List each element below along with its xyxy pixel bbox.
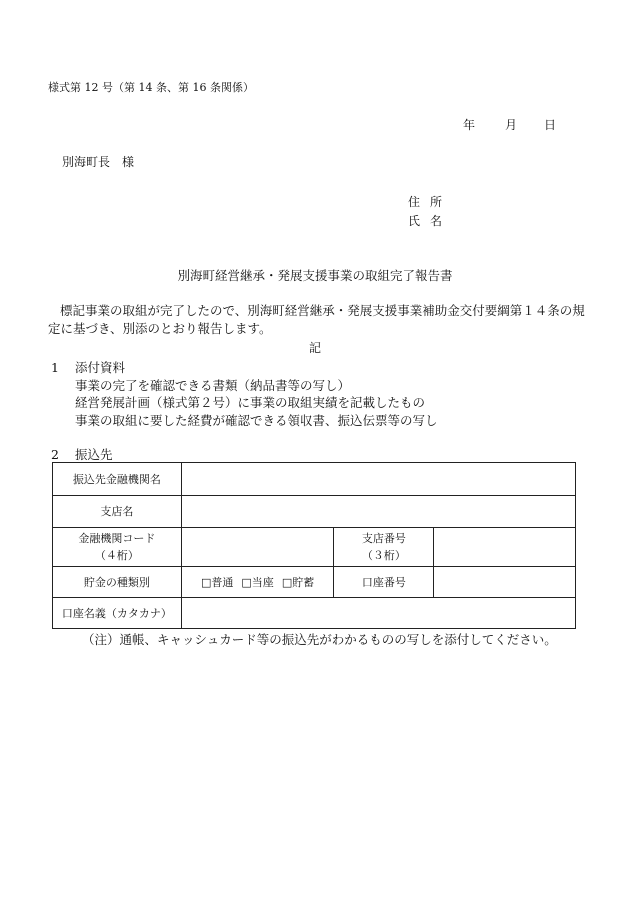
- table-row: [53, 463, 576, 496]
- account-no-field[interactable]: [434, 567, 576, 598]
- section-transfer-heading: [51, 445, 113, 463]
- applicant-address-label: [408, 193, 452, 210]
- table-row: [53, 567, 576, 598]
- branch-name-field[interactable]: [181, 496, 575, 528]
- section-number: 1: [51, 360, 59, 375]
- bank-name-label: 振込先金融機関名: [53, 463, 182, 496]
- account-type-checkbox[interactable]: □貯蓄: [281, 576, 315, 589]
- table-row: [53, 496, 576, 528]
- branch-no-field[interactable]: [434, 528, 576, 567]
- account-holder-field[interactable]: [181, 598, 575, 629]
- date-day: 日: [544, 118, 557, 132]
- account-type-checkbox[interactable]: □当座: [241, 576, 274, 589]
- account-holder-label: 口座名義（カタカナ）: [53, 598, 182, 629]
- bank-code-field[interactable]: [181, 528, 334, 567]
- section-number: 2: [51, 447, 59, 462]
- table-row: [53, 598, 576, 629]
- bank-code-sub: （４桁）: [94, 549, 139, 562]
- body-paragraph: 標記事業の取組が完了したので、別海町経営継承・発展支援事業補助金交付要綱第１４条の規定に基づき、別添のとおり報告します。: [48, 303, 585, 336]
- section-heading: 振込先: [75, 447, 113, 462]
- attachment-item: 事業の完了を確認できる書類（納品書等の写し）: [75, 378, 351, 393]
- account-type-options: [181, 567, 334, 598]
- document-title: 別海町経営継承・発展支援事業の取組完了報告書: [177, 268, 453, 283]
- recipient: 別海町長 様: [62, 155, 135, 169]
- date-month: 月: [505, 118, 518, 132]
- address-label: 住所: [408, 195, 453, 209]
- account-type-checkbox[interactable]: □普通: [201, 576, 234, 589]
- section-heading: 添付資料: [75, 360, 126, 375]
- note: （注）通帳、キャッシュカード等の振込先がわかるものの写しを添付してください。: [82, 632, 557, 647]
- account-no-label: 口座番号: [334, 567, 434, 598]
- attachment-item: 事業の取組に要した経費が確認できる領収書、振込伝票等の写し: [75, 413, 438, 428]
- date-year: 年: [463, 118, 476, 132]
- branch-name-label: 支店名: [53, 496, 182, 528]
- branch-no-label: 支店番号: [361, 532, 406, 545]
- branch-no-cell: [334, 528, 434, 567]
- attachment-item: 経営発展計画（様式第２号）に事業の取組実績を記載したもの: [75, 395, 426, 410]
- branch-no-sub: （３桁）: [361, 549, 406, 562]
- transfer-table: [52, 462, 576, 629]
- applicant-name-label: [408, 212, 452, 229]
- bank-code-cell: [53, 528, 182, 567]
- account-type-label: 貯金の種類別: [53, 567, 182, 598]
- table-row: [53, 528, 576, 567]
- section-attachments-heading: [51, 358, 125, 376]
- name-label: 氏名: [408, 214, 453, 228]
- bank-code-label: 金融機関コード: [78, 532, 156, 545]
- bank-name-field[interactable]: [181, 463, 575, 496]
- form-number: 様式第 12 号（第 14 条、第 16 条関係）: [48, 81, 254, 94]
- ki-marker: 記: [308, 341, 321, 355]
